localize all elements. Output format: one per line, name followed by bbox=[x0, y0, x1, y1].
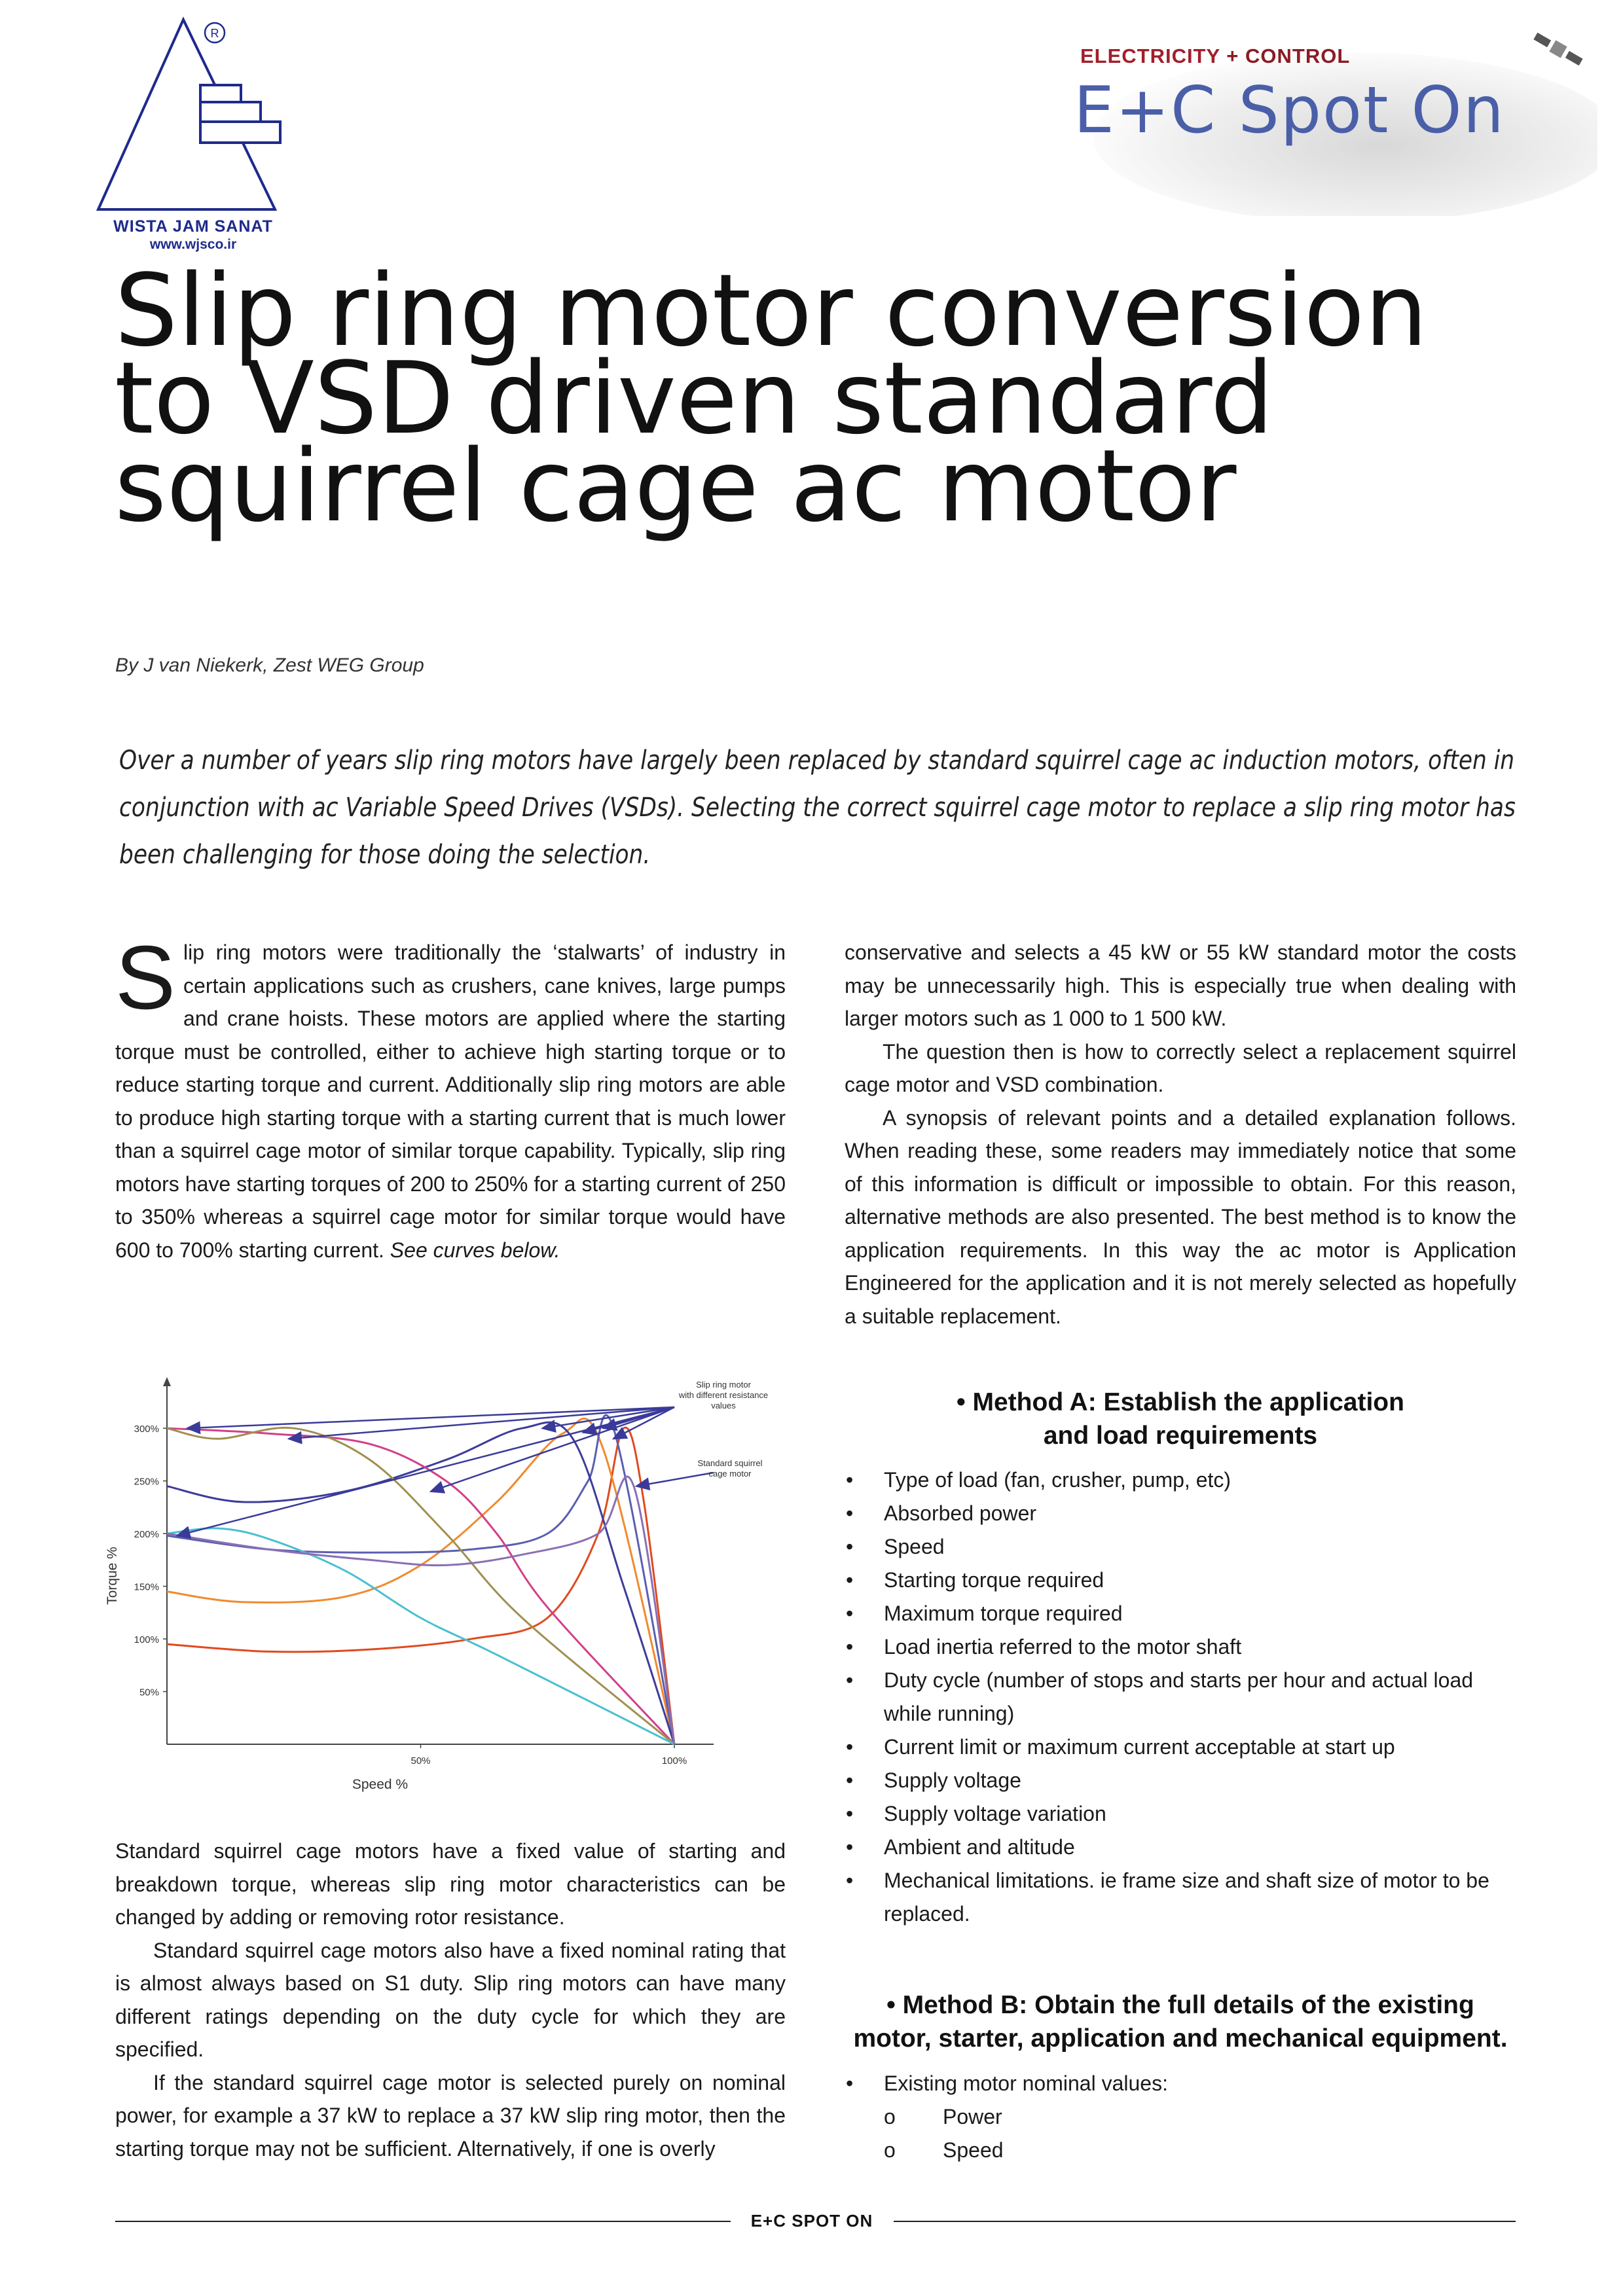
series-line-4 bbox=[167, 1422, 674, 1744]
lead-paragraph: Over a number of years slip ring motors have largely been replaced by standard squirrel cage ac induction motors, often in conjunction with ac Variable Speed Drives (VSDs). Selecting the correct squirrel cage motor to replace a slip ring motor has been challenging for those doing the selection. bbox=[119, 745, 1516, 870]
series-line-5 bbox=[167, 1428, 674, 1744]
list-item: • Type of load (fan, crusher, pump, etc) bbox=[845, 1463, 1516, 1497]
footer-rule-right bbox=[894, 2221, 1516, 2222]
paragraph-synopsis: A synopsis of relevant points and a detailed explanation follows. When reading these, some readers may immediately notice that some of this information is difficult or impossible to obtain. For this reason, alternative methods are also presented. The best method is to know the application requirements. In this way the ac motor is Application Engineered for the application and it is not merely selected as hopefully a suitable replacement. bbox=[845, 1105, 1516, 1328]
y-tick-label: 250% bbox=[134, 1476, 159, 1488]
series-line-8 bbox=[167, 1477, 674, 1744]
footer-ec: E+C bbox=[750, 2211, 787, 2231]
list-item: • Ambient and altitude bbox=[845, 1831, 1516, 1864]
list-item: • Supply voltage variation bbox=[845, 1797, 1516, 1831]
list-item: • Existing motor nominal values: bbox=[845, 2067, 1516, 2100]
torque-speed-chart bbox=[98, 1368, 792, 1806]
column2-upper bbox=[845, 936, 1516, 1333]
footer-spot-on: SPOT ON bbox=[792, 2211, 873, 2231]
list-item: • Mechanical limitations. ie frame size and shaft size of motor to be replaced. bbox=[845, 1864, 1516, 1931]
method-a-list bbox=[845, 1463, 1516, 1931]
method-a-heading-line1: • Method A: Establish the application bbox=[957, 1388, 1404, 1416]
list-item: • Maximum torque required bbox=[845, 1597, 1516, 1630]
method-b-heading bbox=[845, 1988, 1516, 2055]
list-item: • Load inertia referred to the motor shaft bbox=[845, 1630, 1516, 1664]
intro-text: lip ring motors were traditionally the ‘stalwarts’ of industry in certain applications such as crushers, cane knives, large pumps and crane hoists. These motors are applied where the starting torque must be controlled, either to achieve high starting torque or to reduce starting torque and current. Additionally slip ring motors are able to produce high starting torque with a starting current that is much lower than a squirrel cage motor of similar torque capability. Typically, slip ring motors have starting torques of 200 to 250% for a starting current of 250 to 350% whereas a squirrel cage motor for similar torque would have 600 to 700% starting current. bbox=[115, 941, 786, 1262]
footer-brand bbox=[737, 2211, 887, 2231]
series-line-6 bbox=[167, 1427, 674, 1744]
method-b-list bbox=[845, 2067, 1516, 2167]
paragraph-nominal-power: If the standard squirrel cage motor is selected purely on nominal power, for example a 37 kW to replace a 37 kW slip ring motor, then the starting torque may not be sufficient. Alternatively, if one is overly bbox=[115, 2070, 786, 2161]
y-tick-label: 150% bbox=[134, 1581, 159, 1593]
method-a-heading-line2: and load requirements bbox=[1043, 1422, 1318, 1450]
y-tick-label: 50% bbox=[139, 1687, 159, 1698]
series-line-1 bbox=[167, 1427, 674, 1744]
annotation-squirrel-cage: Standard squirrel cage motor bbox=[697, 1458, 763, 1479]
paragraph-conservative: conservative and selects a 45 kW or 55 kW standard motor the costs may be unnecessarily high. This is especially true when dealing with larger motors such as 1 000 to 1 500 kW. bbox=[845, 941, 1516, 1030]
y-tick-label: 300% bbox=[134, 1424, 159, 1435]
brand-tagline-control: + CONTROL bbox=[1220, 45, 1351, 67]
logo-name: WISTA JAM SANAT bbox=[113, 217, 273, 236]
list-item: • Absorbed power bbox=[845, 1497, 1516, 1530]
list-item: • Duty cycle (number of stops and starts per hour and actual load while running) bbox=[845, 1664, 1516, 1731]
article-title: Slip ring motor conversion to VSD driven standard squirrel cage ac motor bbox=[115, 253, 1428, 544]
method-b-heading-line1: • Method B: Obtain the full details of the existing bbox=[886, 1991, 1474, 2019]
drop-cap: S bbox=[115, 927, 176, 1028]
sub-list-item: o Power bbox=[845, 2100, 1516, 2134]
logo-url: www.wjsco.ir bbox=[149, 237, 237, 252]
list-item: • Supply voltage bbox=[845, 1764, 1516, 1797]
list-item: • Speed bbox=[845, 1530, 1516, 1564]
method-a-heading bbox=[845, 1386, 1516, 1452]
sub-list-item: o Speed bbox=[845, 2134, 1516, 2167]
paragraph-ratings: Standard squirrel cage motors also have a fixed nominal rating that is almost always based on S1 duty. Slip ring motors can have many different ratings depending on the duty cycle for which they are specified. bbox=[115, 1938, 786, 2061]
intro-paragraph bbox=[115, 927, 786, 1266]
y-axis-arrow bbox=[163, 1377, 171, 1386]
series-line-2 bbox=[167, 1418, 674, 1744]
column1-lower bbox=[115, 1835, 786, 2165]
list-item: • Current limit or maximum current acceptable at start up bbox=[845, 1731, 1516, 1764]
paragraph-fixed-values: Standard squirrel cage motors have a fixed value of starting and breakdown torque, whereas slip ring motor characteristics can be changed by adding or removing rotor resistance. bbox=[115, 1839, 786, 1929]
see-curves-note: See curves below. bbox=[390, 1238, 560, 1262]
annotation-arrow bbox=[431, 1407, 674, 1492]
annotation-slip-ring: Slip ring motor with different resistance values bbox=[678, 1380, 769, 1410]
series-line-7 bbox=[167, 1528, 674, 1744]
footer-rule-left bbox=[115, 2221, 731, 2222]
list-item: • Starting torque required bbox=[845, 1564, 1516, 1597]
satellite-icon bbox=[1533, 33, 1582, 65]
brand-tagline-electricity: ELECTRICITY bbox=[1080, 45, 1220, 67]
x-tick-label: 50% bbox=[410, 1755, 431, 1767]
y-tick-label: 200% bbox=[134, 1529, 159, 1541]
method-b-heading-line2: motor, starter, application and mechanical equipment. bbox=[853, 2024, 1508, 2053]
brand-title: E+C Spot On bbox=[1074, 73, 1505, 148]
annotation-arrow bbox=[177, 1407, 675, 1535]
byline: By J van Niekerk, Zest WEG Group bbox=[115, 655, 424, 676]
y-tick-label: 100% bbox=[134, 1634, 159, 1646]
x-axis-label: Speed % bbox=[352, 1777, 409, 1792]
y-axis-label: Torque % bbox=[105, 1547, 120, 1605]
annotation-arrow bbox=[636, 1473, 714, 1486]
brand-tagline bbox=[1080, 45, 1350, 68]
x-tick-label: 100% bbox=[661, 1755, 687, 1767]
registered-mark: R bbox=[210, 27, 219, 40]
paragraph-question: The question then is how to correctly select a replacement squirrel cage motor and VSD combination. bbox=[845, 1039, 1516, 1096]
